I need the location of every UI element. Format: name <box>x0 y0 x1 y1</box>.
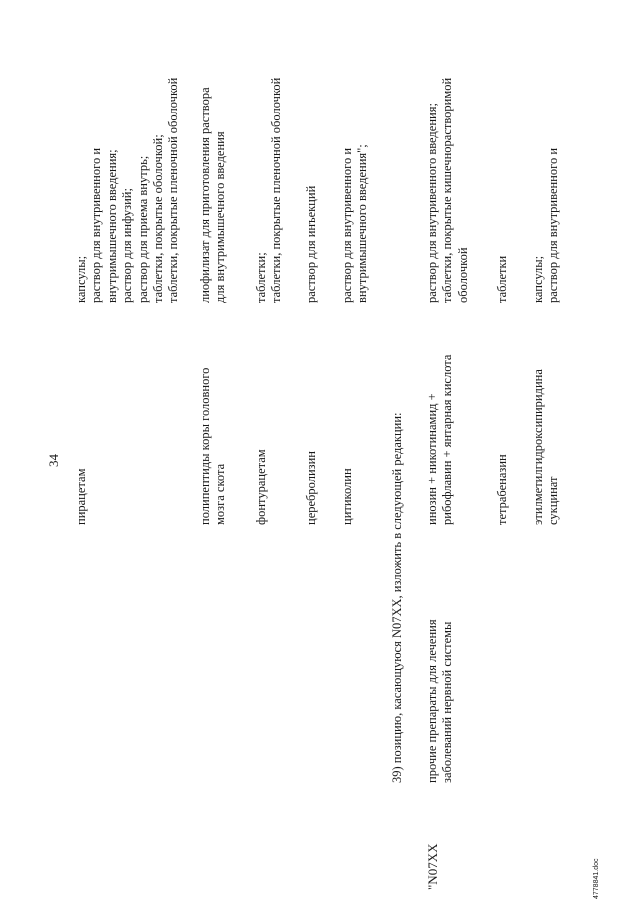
form-line: раствор для внутривенного и <box>546 147 561 303</box>
drug-name-tetrabenazine: тетрабеназин <box>495 454 509 525</box>
name-line: полипептиды коры головного <box>198 367 212 525</box>
form-line: раствор для инфузий; <box>120 188 135 303</box>
form-line: таблетки <box>495 255 509 303</box>
description-line: заболеваний нервной системы <box>440 621 455 783</box>
form-line: таблетки, покрытые пленочной оболочкой <box>269 77 284 303</box>
dosage-forms-inosine-combination <box>425 78 471 303</box>
form-line: лиофилизат для приготовления раствора <box>198 87 212 303</box>
drug-name-fonturacetam: фонтурацетам <box>254 449 268 525</box>
atc-group-description <box>425 619 456 783</box>
form-line: таблетки; <box>254 252 268 303</box>
name-line: сукцинат <box>546 476 561 525</box>
name-line: мозга скота <box>213 463 228 525</box>
form-line: раствор для инъекций <box>304 185 318 303</box>
drug-name-citicoline: цитиколин <box>340 468 354 525</box>
dosage-forms-cerebrolysin <box>304 186 319 303</box>
dosage-forms-fonturacetam <box>254 78 285 303</box>
form-line: таблетки, покрытые пленочной оболочкой <box>166 77 181 303</box>
description-line: прочие препараты для лечения <box>425 619 439 783</box>
name-line: этилметилгидроксипиридина <box>531 369 545 525</box>
form-line: внутримышечного введения; <box>104 149 119 303</box>
drug-name-ethylmethylhydroxypyridine <box>531 369 562 525</box>
form-line: таблетки, покрытые кишечнорастворимой <box>440 77 455 303</box>
dosage-forms-ethylmethylhydroxypyridine <box>531 148 562 303</box>
form-line: таблетки, покрытые оболочкой; <box>151 134 166 303</box>
dosage-forms-polypeptides <box>198 87 229 303</box>
amendment-instruction: 39) позицию, касающуюся N07XX, изложить в следующей редакции: <box>390 412 404 783</box>
form-line: раствор для внутривенного введения; <box>425 103 439 303</box>
drug-name-inosine-combination <box>425 355 456 525</box>
form-line: капсулы; <box>74 255 88 303</box>
page-number: 34 <box>46 454 61 467</box>
dosage-forms-piracetam <box>74 78 182 303</box>
drug-name-polypeptides <box>198 368 229 525</box>
form-line: оболочкой <box>455 247 470 303</box>
dosage-forms-tetrabenazine <box>495 256 510 303</box>
atc-code: "N07XX <box>425 843 440 890</box>
form-line: для внутримышечного введения <box>213 131 228 303</box>
form-line: капсулы; <box>531 255 545 303</box>
footer-document-id: 4778841.doc <box>593 858 600 899</box>
drug-name-cerebrolysin: церебролизин <box>304 451 318 525</box>
name-line: инозин + никотинамид + <box>425 393 439 525</box>
form-line: раствор для внутривенного и <box>340 147 354 303</box>
dosage-forms-citicoline <box>340 144 371 303</box>
name-line: рибофлавин + янтарная кислота <box>440 354 455 525</box>
drug-name-piracetam: пирацетам <box>74 468 88 525</box>
form-line: раствор для приема внутрь; <box>135 155 150 303</box>
form-line: внутримышечного введения"; <box>355 144 370 303</box>
form-line: раствор для внутривенного и <box>89 147 104 303</box>
